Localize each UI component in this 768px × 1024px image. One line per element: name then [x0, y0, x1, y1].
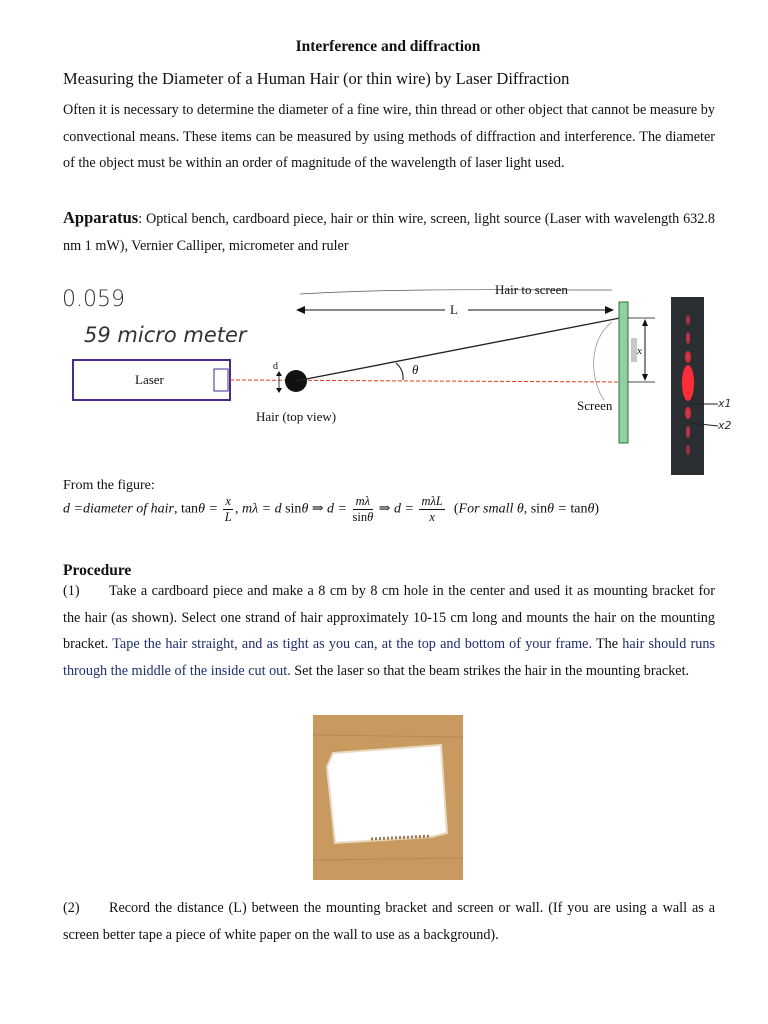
procedure-heading: Procedure — [63, 562, 132, 579]
laser-label: Laser — [135, 372, 164, 387]
screen-curve — [594, 322, 612, 400]
intro-paragraph: Often it is necessary to determine the diameter of a fine wire, thin thread or other object that cannot be measure by convectional means. These items can be measured by using methods of diffraction and interference. The diameter of the object must be within an order of magnitude of the wavelength of laser light used. — [63, 102, 715, 171]
page-title: Interference and diffraction — [295, 38, 481, 55]
L-arrowhead-right — [605, 306, 614, 314]
procedure-step-2: (2) Record the distance (L) between the mounting bracket and screen or wall. (If you are using a wall as a screen better tape a piece of white paper on the wall to use as a background). — [63, 895, 715, 948]
theta-label: θ — [412, 362, 419, 377]
central-maximum — [682, 365, 694, 401]
handwriting-mark2: x2 — [718, 419, 732, 432]
handwriting-line1: 0.059 — [62, 287, 125, 312]
handwriting-line2: 59 micro meter — [84, 323, 247, 347]
screen-label: Screen — [577, 398, 613, 413]
page-subtitle: Measuring the Diameter of a Human Hair (or thin wire) by Laser Diffraction — [63, 69, 570, 88]
apparatus-text: : Optical bench, cardboard piece, hair or thin wire, screen, light source (Laser with wavelength 632.8 nm 1 mW), Vernier Calliper, micrometer and ruler — [63, 211, 715, 254]
hair-top-view-label: Hair (top view) — [256, 409, 337, 424]
diameter-formula: d =diameter of hair, tanθ = $\frac{x}{L}$ , mλ = d sinθ ⇒ d = $\frac{m\lambda}{\sin\theta}$ ⇒ d = $\frac{\text{mλL}}{x}$ (For small θ, sinθ = tanθ) — [63, 494, 600, 524]
step-1-number: (1) — [63, 583, 80, 599]
laser-diffraction-diagram — [0, 270, 768, 480]
cardboard-hole — [327, 745, 447, 843]
L-arrowhead-left — [296, 306, 305, 314]
apparatus-label: Apparatus — [63, 208, 139, 227]
step-2-number: (2) — [63, 900, 80, 916]
hair-to-screen-label: Hair to screen — [495, 282, 568, 297]
x-label: x — [637, 345, 642, 357]
diffracted-ray — [296, 318, 620, 381]
theta-arc — [396, 363, 403, 380]
L-label: L — [450, 302, 458, 317]
cardboard-mounting-bracket-image — [313, 715, 463, 880]
d-label: d — [273, 361, 278, 372]
laser-aperture — [214, 369, 228, 391]
screen-bar — [619, 302, 628, 443]
apparatus-paragraph — [63, 205, 715, 259]
procedure-step-1: (1) Take a cardboard piece and make a 8 cm by 8 cm hole in the center and used it as mounting bracket for the hair (as shown). Select one strand of hair approximately 10-15 cm long and mounts the hair on the mounting bracket. Tape the hair straight, and as tight as you can, at the top and bottom of your frame. The hair should runs through the middle of the inside cut out. Set the laser so that the beam strikes the hair in the mounting bracket. — [63, 578, 715, 684]
from-figure-label: From the figure: — [63, 478, 155, 493]
handwriting-mark1: x1 — [718, 397, 732, 410]
